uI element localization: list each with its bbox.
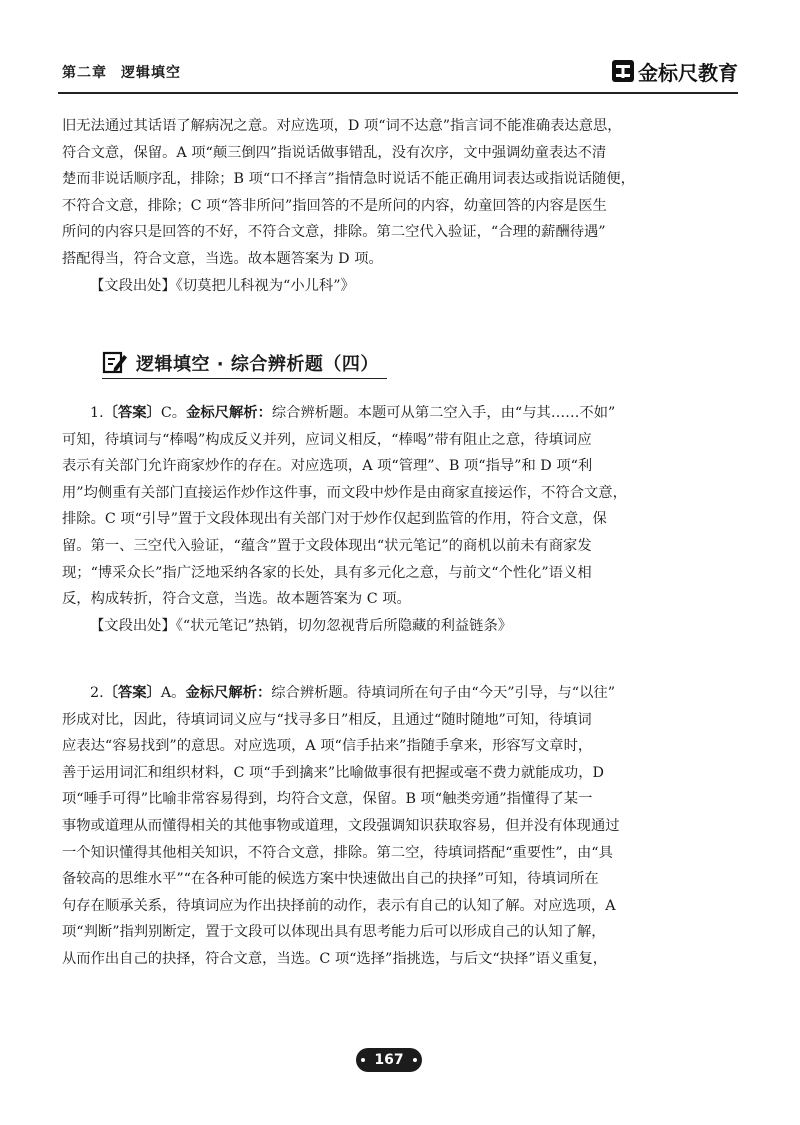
analysis-label: 金标尺解析： [185,685,272,701]
text-line: 楚而非说话顺序乱，排除；B 项“口不择言”指情急时说话不能正确用词表达或指说话随便， [62,171,635,188]
question-2-analysis [62,680,738,973]
brand-name: 金标尺教育 [638,60,738,85]
text-line: 排除。C 项“引导”置于文段体现出有关部门对于炒作仅起到监管的作用，符合文意，保 [62,511,607,528]
source-note: 【文段出处】《“状元笔记”热销，切勿忽视背后所隐藏的利益链条》 [90,617,513,634]
section-title: 逻辑填空 · 综合辨析题（四） [136,354,379,375]
text-line: 项“唾手可得”比喻非常容易得到，均符合文意，保留。B 项“触类旁通”指懂得了某一 [62,791,593,808]
text-line: 现；“博采众长”指广泛地采纳各家的长处，具有多元化之意，与前文“个性化”语义相 [62,564,592,581]
text-line: 形成对比，因此，待填词词义应与“找寻多日”相反，且通过“随时随地”可知，待填词 [62,711,592,728]
brand-logo [611,56,738,86]
text-line: 应表达“容易找到”的意思。对应选项，A 项“信手拈来”指随手拿来，形容写文章时， [62,738,593,755]
text-line: 所问的内容只是回答的不好，不符合文意，排除。第二空代入验证，“合理的薪酬待遇” [62,224,606,241]
section-heading [102,348,387,379]
text-line: 一个知识懂得其他相关知识，不符合文意，排除。第二空，待填词搭配“重要性”，由“具 [62,844,613,861]
answer-label: 〔答案〕 [103,685,161,701]
answer-line [62,680,738,707]
text-line: 反，构成转折，符合文意，当选。故本题答案为 C 项。 [62,591,411,608]
text-line: 从而作出自己的抉择，符合文意，当选。C 项“选择”指挑选，与后文“抉择”语义重复， [62,950,608,967]
brand-emblem-icon [611,59,635,83]
text-line: 用”均侧重有关部门直接运作炒作这件事，而文段中炒作是由商家直接运作，不符合文意， [62,484,627,501]
page-header [58,52,738,94]
analysis-label: 金标尺解析： [186,405,272,421]
text-line: 表示有关部门允许商家炒作的存在。对应选项，A 项“管理”、B 项“指导”和 D 项“利 [62,458,593,475]
answer-label: 〔答案〕 [103,405,161,421]
text-line: 综合辨析题。待填词所在句子由“今天”引导，与“以往” [271,685,616,701]
text-line: 备较高的思维水平”“在各种可能的候选方案中快速做出自己的抉择”可知，待填词所在 [62,871,599,888]
continued-analysis [62,113,738,299]
text-line: 句存在顺承关系，待填词应为作出抉择前的动作，表示有自己的认知了解。对应选项，A [62,897,616,914]
source-note: 【文段出处】《切莫把儿科视为“小儿科”》 [90,277,355,294]
text-line: 善于运用词汇和组织材料，C 项“手到擒来”比喻做事很有把握或毫不费力就能成功，D [62,764,604,781]
answer-line [62,400,738,427]
chapter-heading [62,62,181,82]
answer-value: A。 [160,685,186,701]
text-line: 不符合文意，排除；C 项“答非所问”指回答的不是所问的内容，幼童回答的内容是医生 [62,197,607,214]
chapter-title: 逻辑填空 [121,65,181,81]
answer-value: C。 [160,405,187,421]
question-1-analysis [62,400,738,639]
text-line: 事物或道理从而懂得相关的其他事物或道理，文段强调知识获取容易，但并没有体现通过 [62,817,620,834]
text-line: 可知，待填词与“棒喝”构成反义并列，应词义相反，“棒喝”带有阻止之意，待填词应 [62,431,592,448]
question-number: 1. [90,405,104,421]
text-line: 项“判断”指判别断定，置于文段可以体现出具有思考能力后可以形成自己的认知了解， [62,924,606,941]
page-number [356,1048,422,1072]
text-line: 留。第一、三空代入验证，“蕴含”置于文段体现出“状元笔记”的商机以前未有商家发 [62,537,592,554]
chapter-number: 第二章 [62,65,107,81]
text-line: 搭配得当，符合文意，当选。故本题答案为 D 项。 [62,250,383,267]
text-line: 综合辨析题。本题可从第二空入手，由“与其……不如” [271,405,616,421]
text-line: 符合文意，保留。A 项“颠三倒四”指说话做事错乱，没有次序，文中强调幼童表达不清 [62,144,607,161]
edit-note-icon [102,349,128,375]
text-line: 旧无法通过其话语了解病况之意。对应选项，D 项“词不达意”指言词不能准确表达意思， [62,118,622,134]
question-number: 2. [90,685,104,701]
page-number-text: 167 [374,1052,404,1068]
